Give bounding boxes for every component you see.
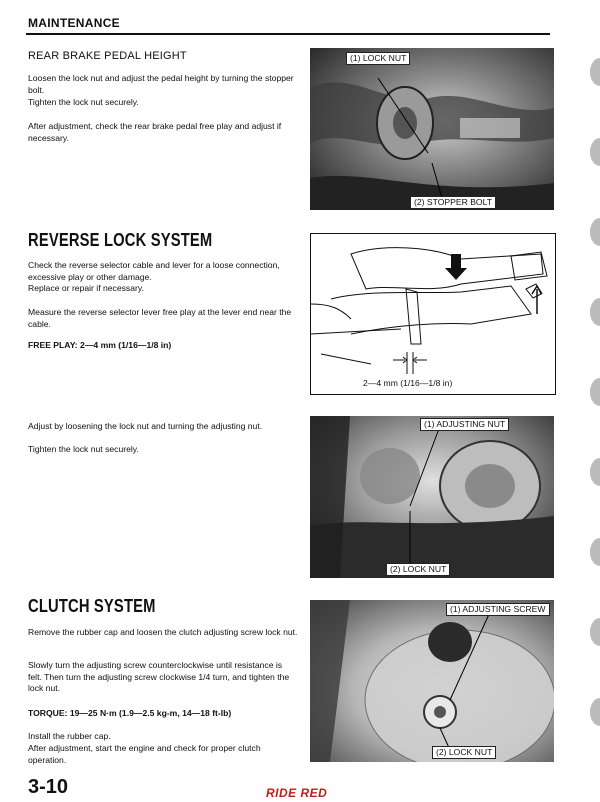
reverse-lock-paragraph-1b: Replace or repair if necessary. (28, 283, 144, 293)
section-header: MAINTENANCE (28, 16, 120, 30)
page-number: 3-10 (28, 776, 69, 798)
rear-brake-paragraph-1: Loosen the lock nut and adjust the pedal height by turning the stopper bolt. (28, 73, 294, 95)
rear-brake-photo-art (310, 48, 554, 210)
clutch-paragraph-3: Install the rubber cap. (28, 731, 111, 741)
clutch-paragraph-4: After adjustment, start the engine and check for proper clutch operation. (28, 743, 261, 765)
adjusting-nut-photo-art (310, 416, 554, 578)
rear-brake-paragraph-3: After adjustment, check the rear brake pedal free play and adjust if necessary. (28, 121, 282, 143)
callout-lock-nut: (1) LOCK NUT (346, 52, 410, 65)
binder-rings (586, 0, 600, 802)
ride-red-logo: RIDE RED (266, 786, 328, 800)
clutch-paragraph-1: Remove the rubber cap and loosen the clutch adjusting screw lock nut. (28, 627, 298, 637)
reverse-lock-paragraph-1: Check the reverse selector cable and lever for a loose connection, excessive play or other damage. (28, 260, 280, 282)
rear-brake-paragraph-2: Tighten the lock nut securely. (28, 97, 139, 107)
free-play-spec: FREE PLAY: 2—4 mm (1/16—1/8 in) (28, 340, 172, 350)
adjusting-nut-photo (310, 416, 554, 578)
clutch-adjusting-screw-photo (310, 600, 554, 762)
reverse-lock-paragraph-2: Measure the reverse selector lever free play at the lever end near the cable. (28, 307, 292, 329)
clutch-photo-art (310, 600, 554, 762)
clutch-system-title: CLUTCH SYSTEM (28, 596, 156, 616)
free-play-dimension: 2—4 mm (1/16—1/8 in) (363, 378, 453, 388)
callout-lock-nut: (2) LOCK NUT (386, 563, 450, 576)
reverse-lever-drawing (311, 234, 555, 394)
rear-brake-title: REAR BRAKE PEDAL HEIGHT (28, 50, 187, 62)
reverse-lock-title: REVERSE LOCK SYSTEM (28, 230, 213, 250)
reverse-lock-paragraph-3: Adjust by loosening the lock nut and turning the adjusting nut. (28, 421, 263, 431)
callout-lock-nut: (2) LOCK NUT (432, 746, 496, 759)
rear-brake-photo (310, 48, 554, 210)
clutch-paragraph-2: Slowly turn the adjusting screw counterclockwise until resistance is felt. Then turn the adjusting screw clockwise 1/4 turn, and tighten the lock nut. (28, 660, 290, 694)
callout-stopper-bolt: (2) STOPPER BOLT (410, 196, 496, 209)
reverse-lever-diagram (310, 233, 556, 395)
torque-spec: TORQUE: 19—25 N·m (1.9—2.5 kg-m, 14—18 ft-lb) (28, 708, 232, 718)
callout-adjusting-screw: (1) ADJUSTING SCREW (446, 603, 550, 616)
callout-adjusting-nut: (1) ADJUSTING NUT (420, 418, 509, 431)
reverse-lock-paragraph-4: Tighten the lock nut securely. (28, 444, 139, 454)
header-rule (26, 33, 550, 35)
